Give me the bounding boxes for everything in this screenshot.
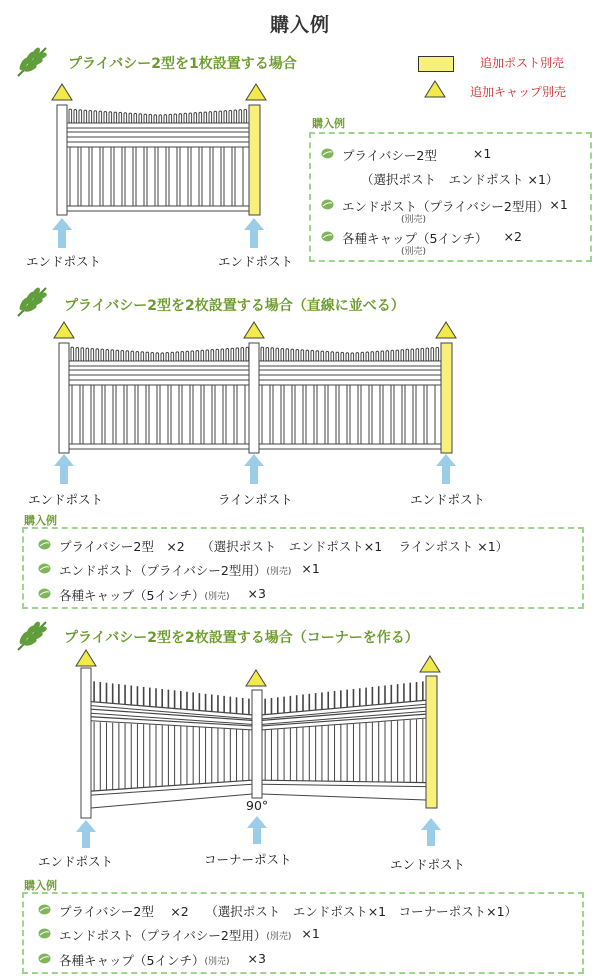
fence-picket	[351, 353, 354, 361]
fence-slat	[116, 385, 124, 444]
fence-picket	[346, 353, 349, 361]
fern-leaf-icon	[14, 284, 50, 318]
fence-slat	[394, 385, 402, 444]
fence-picket	[236, 348, 239, 361]
fence-slat	[114, 147, 122, 206]
list-item	[38, 537, 508, 555]
fence-picket	[411, 349, 414, 361]
fence-picket	[246, 347, 249, 361]
item-note: (別売)	[401, 247, 427, 257]
fence-slat	[81, 147, 89, 206]
example-label: 購入例	[24, 514, 57, 527]
fence-picket	[396, 350, 399, 361]
fence-picket	[99, 111, 102, 123]
fence-picket	[116, 350, 119, 361]
fence-picket	[114, 112, 117, 123]
up-arrow-icon	[54, 454, 74, 484]
fence-slat	[70, 147, 78, 206]
fence-picket	[71, 347, 74, 361]
item-note: (別売)	[401, 215, 427, 225]
fence-picket	[139, 114, 142, 123]
green-leaf-bullet-icon	[321, 231, 334, 242]
fence-slat	[262, 385, 270, 444]
fence-picket	[426, 348, 429, 361]
fence-picket	[104, 111, 107, 123]
fence-slat	[202, 147, 210, 206]
page-title: 購入例	[269, 14, 330, 36]
green-leaf-bullet-icon	[38, 953, 51, 964]
fence-picket	[84, 110, 87, 123]
legend-post-swatch	[418, 56, 454, 72]
fence-picket	[91, 348, 94, 361]
fence-slat	[127, 385, 135, 444]
fence-picket	[126, 351, 129, 361]
fern-leaf-icon	[14, 618, 50, 652]
section3-heading: プライバシー2型を2枚設置する場合（コーナーを作る）	[64, 630, 419, 646]
list-item	[38, 951, 266, 969]
fence-picket	[204, 112, 207, 123]
item-name: 各種キャップ（5インチ）	[342, 231, 488, 246]
fence-slat	[191, 147, 199, 206]
post-label-line: ラインポスト	[218, 492, 293, 507]
fence-picket	[361, 352, 364, 361]
post-label-end-right: エンドポスト	[410, 492, 486, 507]
fence-slat	[361, 385, 369, 444]
fence-picket	[109, 112, 112, 123]
fence-picket	[401, 350, 404, 361]
item-name: 各種キャップ（5インチ）	[59, 588, 205, 603]
fence-picket	[151, 352, 154, 361]
green-leaf-bullet-icon	[38, 904, 51, 915]
fence-picket	[331, 352, 334, 361]
item-qty: ×1	[301, 926, 320, 941]
end-post	[57, 105, 67, 215]
fence-picket	[156, 353, 159, 361]
fence-picket	[381, 351, 384, 361]
fence-picket	[74, 109, 77, 123]
green-leaf-bullet-icon	[38, 588, 51, 599]
example-box-2	[22, 527, 584, 609]
fence-picket	[179, 114, 182, 123]
fence-picket	[366, 352, 369, 361]
fence-slat	[136, 147, 144, 206]
corner-post	[252, 690, 262, 798]
fence-picket	[159, 115, 162, 123]
fence-slat	[204, 385, 212, 444]
fence-picket	[271, 348, 274, 361]
fence-picket	[146, 352, 149, 361]
fence-picket	[391, 350, 394, 361]
fence-slat	[149, 385, 157, 444]
fence-picket	[106, 349, 109, 361]
fence-slat	[213, 147, 221, 206]
fence-picket	[134, 113, 137, 123]
fence-picket	[94, 111, 97, 123]
fence-slat	[160, 385, 168, 444]
item-text: プライバシー2型 ×2 （選択ポスト エンドポスト×1 ラインポスト ×1）	[59, 539, 509, 554]
fence-picket-top	[69, 109, 247, 123]
fence-picket	[89, 110, 92, 123]
fence-picket	[224, 111, 227, 123]
fence-picket	[171, 352, 174, 361]
fence-picket	[291, 349, 294, 361]
section2-heading: プライバシー2型を2枚設置する場合（直線に並べる）	[64, 298, 405, 314]
green-leaf-bullet-icon	[38, 928, 51, 939]
fence-picket	[141, 352, 144, 361]
up-arrow-icon	[244, 454, 264, 484]
fence-picket	[239, 110, 242, 123]
fence-picket	[184, 113, 187, 123]
fence-slat	[328, 385, 336, 444]
item-qty: ×1	[472, 146, 492, 161]
fence-slat	[147, 147, 155, 206]
list-item	[38, 561, 320, 579]
fence-picket	[206, 350, 209, 361]
post-label-end-left: エンドポスト	[38, 854, 114, 869]
fence-picket	[266, 347, 269, 361]
fence-slat	[215, 385, 223, 444]
fence-picket	[149, 114, 152, 123]
cap-icon	[54, 322, 74, 338]
cap-icon	[436, 322, 456, 338]
item-note: (別売)	[204, 592, 230, 602]
fence-picket	[209, 112, 212, 123]
fence-picket	[296, 349, 299, 361]
fence-picket	[129, 113, 132, 123]
fence-diagram-corner	[60, 648, 460, 848]
fence-slat	[284, 385, 292, 444]
fence-picket	[79, 110, 82, 123]
list-item	[38, 902, 517, 920]
example-label: 購入例	[24, 879, 57, 892]
fence-slat	[273, 385, 281, 444]
fence-picket	[436, 347, 439, 361]
fence-picket	[164, 115, 167, 123]
item-name: エンドポスト（プライバシー2型用）	[59, 928, 267, 943]
cap-icon	[246, 670, 266, 686]
cap-icon	[246, 84, 266, 100]
item-qty: ×1	[301, 561, 320, 576]
cap-icon	[52, 84, 72, 100]
fence-picket	[194, 113, 197, 123]
fence-picket	[214, 111, 217, 123]
fence-slat	[306, 385, 314, 444]
fence-picket	[276, 348, 279, 361]
fence-diagram-straight	[40, 318, 470, 488]
post-label-corner: コーナーポスト	[204, 852, 292, 867]
fence-picket	[241, 348, 244, 361]
fence-slats	[70, 147, 243, 206]
fence-picket	[376, 351, 379, 361]
fence-slat	[83, 385, 91, 444]
line-post	[249, 343, 259, 453]
fence-picket	[301, 350, 304, 361]
fence-picket	[231, 348, 234, 361]
fence-picket	[174, 114, 177, 123]
item-name: エンドポスト（プライバシー2型用）	[59, 563, 267, 578]
legend-post-label: 追加ポスト別売	[480, 56, 565, 70]
fence-slat	[416, 385, 424, 444]
fence-slat	[350, 385, 358, 444]
fence-picket	[431, 348, 434, 361]
example-box-1	[309, 132, 592, 262]
fence-picket	[201, 350, 204, 361]
item-qty: ×3	[247, 951, 266, 966]
fence-picket	[96, 349, 99, 361]
fence-slat	[405, 385, 413, 444]
fence-slat	[226, 385, 234, 444]
fence-picket	[211, 350, 214, 361]
fence-slat	[339, 385, 347, 444]
fence-picket	[191, 351, 194, 361]
end-post	[81, 668, 91, 818]
section1-heading: プライバシー2型を1枚設置する場合	[68, 56, 297, 72]
item-qty: ×1	[549, 197, 568, 212]
green-leaf-bullet-icon	[321, 199, 334, 210]
item-name: プライバシー2型	[342, 148, 437, 163]
fence-slat	[182, 385, 190, 444]
fence-picket	[101, 349, 104, 361]
post-label-end-left: エンドポスト	[28, 492, 104, 507]
example-box-3	[22, 892, 584, 974]
fence-slat	[235, 147, 243, 206]
fence-slat	[92, 147, 100, 206]
cap-icon	[76, 650, 96, 666]
fence-picket	[341, 352, 344, 361]
fence-slat	[372, 385, 380, 444]
fence-slat	[72, 385, 80, 444]
cap-icon	[420, 656, 440, 672]
fence-picket	[234, 110, 237, 123]
fence-picket	[76, 347, 79, 361]
fence-picket	[169, 114, 172, 123]
green-leaf-bullet-icon	[38, 539, 51, 550]
legend-cap-label: 追加キャップ別売	[470, 85, 567, 99]
fence-picket	[119, 112, 122, 123]
item-note: (別売)	[266, 932, 292, 942]
item-note: (別売)	[266, 567, 292, 577]
fern-leaf-icon	[14, 44, 50, 78]
fence-picket	[226, 349, 229, 361]
corner-angle-label: 90°	[246, 798, 269, 813]
fence-slat	[103, 147, 111, 206]
fence-picket	[306, 350, 309, 361]
item-text: プライバシー2型 ×2 （選択ポスト エンドポスト×1 コーナーポスト×1）	[59, 904, 518, 919]
fence-picket	[181, 352, 184, 361]
fence-picket	[386, 351, 389, 361]
item-name: 各種キャップ（5インチ）	[59, 953, 205, 968]
fence-picket	[121, 350, 124, 361]
fence-picket	[216, 349, 219, 361]
fence-slat	[383, 385, 391, 444]
legend-cap-icon	[424, 80, 446, 98]
fence-picket	[161, 353, 164, 361]
fence-picket	[416, 349, 419, 361]
fence-picket	[124, 113, 127, 123]
fence-picket	[311, 350, 314, 361]
fence-picket	[336, 352, 339, 361]
green-leaf-bullet-icon	[321, 148, 334, 159]
end-post	[59, 343, 69, 453]
fence-picket	[406, 349, 409, 361]
fence-picket	[219, 111, 222, 123]
fence-slat	[317, 385, 325, 444]
fence-slat	[171, 385, 179, 444]
fence-slat	[224, 147, 232, 206]
item-sub: （選択ポスト エンドポスト ×1）	[361, 172, 559, 187]
fence-slat	[138, 385, 146, 444]
post-label-end-right: エンドポスト	[390, 857, 466, 872]
fence-picket	[144, 114, 147, 123]
fence-picket	[196, 351, 199, 361]
fence-slat	[94, 385, 102, 444]
up-arrow-icon	[247, 816, 267, 844]
fence-picket	[321, 351, 324, 361]
fence-picket	[81, 348, 84, 361]
fence-slat	[169, 147, 177, 206]
item-qty: ×2	[503, 229, 522, 244]
fence-slat	[295, 385, 303, 444]
post-label-end-right: エンドポスト	[218, 254, 294, 269]
fence-picket	[281, 348, 284, 361]
fence-picket	[166, 353, 169, 361]
end-post-additional	[441, 343, 452, 453]
list-item	[321, 197, 568, 215]
fence-picket	[286, 349, 289, 361]
fence-slat	[158, 147, 166, 206]
fence-picket	[371, 352, 374, 361]
fence-picket	[154, 115, 157, 123]
up-arrow-icon	[436, 454, 456, 484]
fence-picket	[86, 348, 89, 361]
fence-picket	[229, 110, 232, 123]
fence-picket	[326, 351, 329, 361]
fence-picket	[111, 350, 114, 361]
fence-slat	[237, 385, 245, 444]
up-arrow-icon	[244, 218, 264, 248]
fence-picket	[244, 109, 247, 123]
up-arrow-icon	[76, 820, 96, 848]
fence-picket	[316, 351, 319, 361]
item-qty: ×3	[247, 586, 266, 601]
fence-picket	[69, 109, 72, 123]
cap-icon	[244, 322, 264, 338]
end-post-additional	[249, 105, 260, 215]
post-label-end-left: エンドポスト	[26, 254, 102, 269]
item-note: (別売)	[204, 957, 230, 967]
fence-picket	[221, 349, 224, 361]
fence-picket	[131, 351, 134, 361]
fence-picket	[421, 348, 424, 361]
fence-picket	[199, 112, 202, 123]
list-item	[38, 586, 266, 604]
fence-slat	[193, 385, 201, 444]
example-label: 購入例	[312, 117, 345, 130]
fence-slat	[427, 385, 435, 444]
fence-slat	[180, 147, 188, 206]
up-arrow-icon	[421, 818, 441, 846]
fence-slat	[105, 385, 113, 444]
green-leaf-bullet-icon	[38, 563, 51, 574]
fence-slat	[125, 147, 133, 206]
fence-picket	[186, 351, 189, 361]
list-item	[321, 146, 491, 164]
fence-picket	[136, 351, 139, 361]
fence-diagram-single	[40, 80, 280, 250]
fence-picket	[356, 353, 359, 361]
fence-picket	[261, 347, 264, 361]
list-item	[38, 926, 320, 944]
up-arrow-icon	[52, 218, 72, 248]
fence-picket	[176, 352, 179, 361]
end-post-additional	[426, 676, 437, 808]
fence-picket	[189, 113, 192, 123]
item-name: エンドポスト（プライバシー2型用）	[342, 199, 550, 214]
